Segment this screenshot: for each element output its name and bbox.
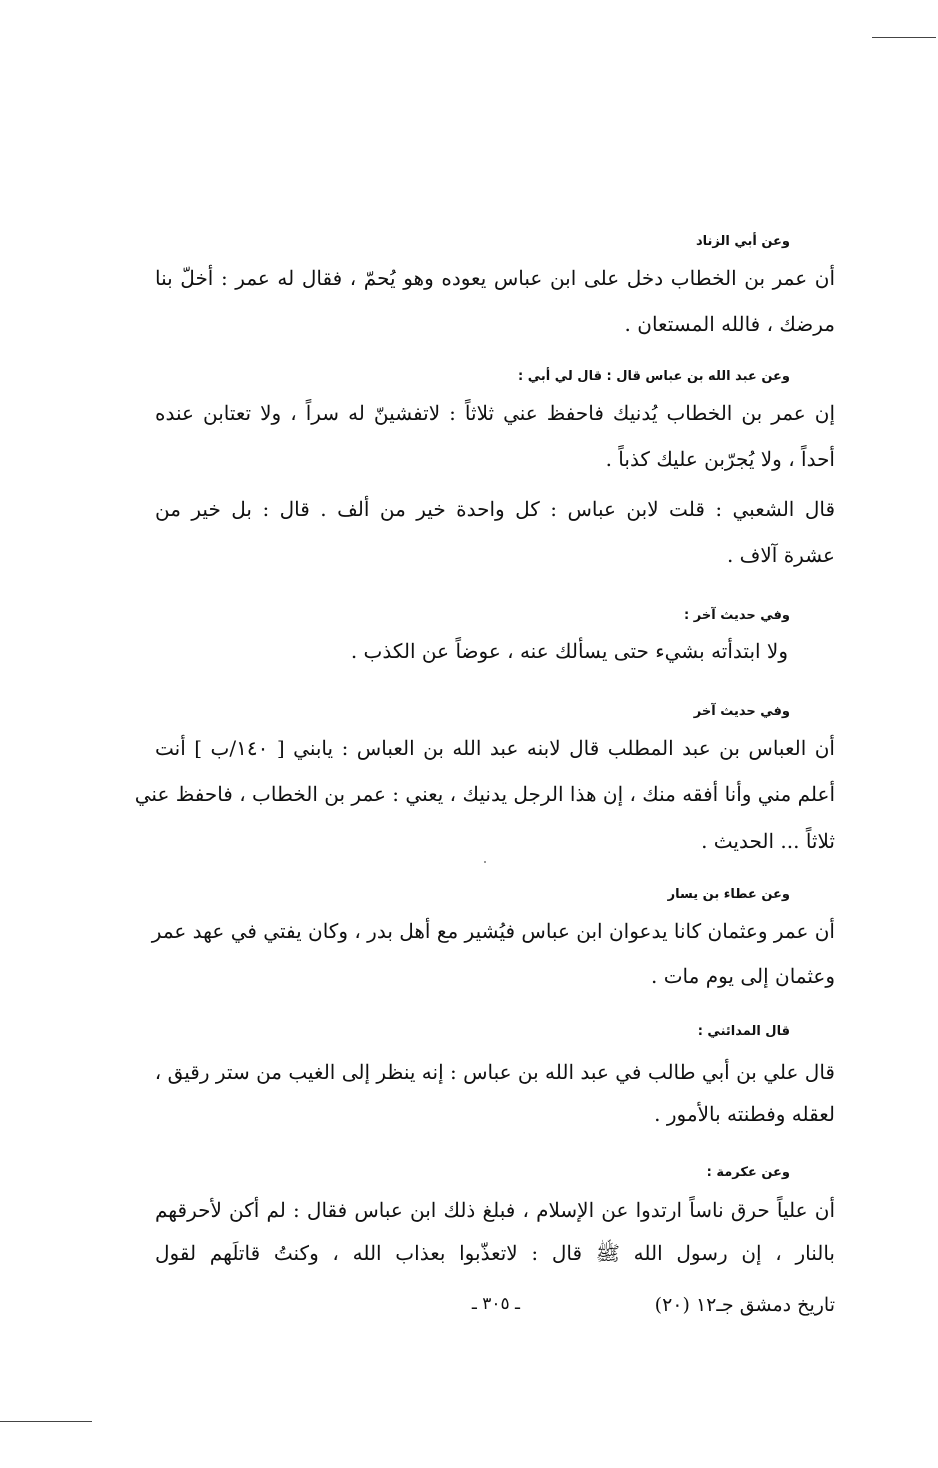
top-rule — [872, 37, 936, 38]
section-heading-abdullah-ibn-abbas: وعن عبد الله بن عباس قال : قال لي أبي : — [518, 369, 790, 384]
section-heading-another-hadith: وفي حديث آخر : — [684, 608, 790, 623]
stray-mark — [484, 861, 486, 863]
text-line: أن عمر وعثمان كانا يدعوان ابن عباس فيُشير مع أهل بدر ، وكان يفتي في عهد عمر — [151, 919, 835, 943]
text-line: لعقله وفطنته بالأمور . — [654, 1102, 835, 1126]
text-line: وعثمان إلى يوم مات . — [651, 964, 835, 988]
bottom-rule — [0, 1421, 92, 1422]
text-line: ولا ابتدأته بشيء حتى يسألك عنه ، عوضاً عن الكذب . — [350, 639, 788, 663]
footer-page-number: ـ ٣٠٥ ـ — [471, 1294, 520, 1314]
text-line: بالنار ، إن رسول الله ﷺ قال : لاتعذّبوا بعذاب الله ، وكنتُ قاتلَهم لقول — [155, 1241, 835, 1265]
text-line: أن العباس بن عبد المطلب قال لابنه عبد الله بن العباس : يابني [ ١٤٠/ب ] أنت — [155, 736, 835, 760]
section-heading-ata-ibn-yasar: وعن عطاء بن يسار — [667, 887, 790, 902]
section-heading-ikrimah: وعن عكرمة : — [706, 1165, 790, 1180]
footer-book-title: تاريخ دمشق جـ١٢ (٢٠) — [654, 1294, 835, 1316]
text-line: قال الشعبي : قلت لابن عباس : كل واحدة خير من ألف . قال : بل خير من — [155, 497, 835, 521]
text-line: مرضك ، فالله المستعان . — [624, 312, 835, 336]
section-heading-abu-al-zinad: وعن أبي الزناد — [695, 234, 790, 249]
section-heading-another-hadith-2: وفي حديث آخر — [693, 704, 790, 719]
text-line: أن علياً حرق ناساً ارتدوا عن الإسلام ، فبلغ ذلك ابن عباس فقال : لم أكن لأحرقهم — [155, 1198, 835, 1222]
text-line: أعلم مني وأنا أفقه منك ، إن هذا الرجل يدنيك ، يعني : عمر بن الخطاب ، فاحفظ عني — [134, 782, 835, 806]
text-line: عشرة آلاف . — [726, 543, 835, 567]
text-line: أن عمر بن الخطاب دخل على ابن عباس يعوده وهو يُحمّ ، فقال له عمر : أخلّ بنا — [155, 266, 835, 290]
section-heading-al-madaini: قال المدائني : — [697, 1024, 790, 1039]
text-line: إن عمر بن الخطاب يُدنيك فاحفظ عني ثلاثاً : لاتفشينّ له سراً ، ولا تعتابن عنده — [155, 401, 835, 425]
text-line: ثلاثاً ... الحديث . — [701, 829, 835, 853]
text-line: أحداً ، ولا يُجرّبن عليك كذباً . — [605, 447, 835, 471]
text-line: قال علي بن أبي طالب في عبد الله بن عباس : إنه ينظر إلى الغيب من ستر رقيق ، — [154, 1060, 835, 1084]
